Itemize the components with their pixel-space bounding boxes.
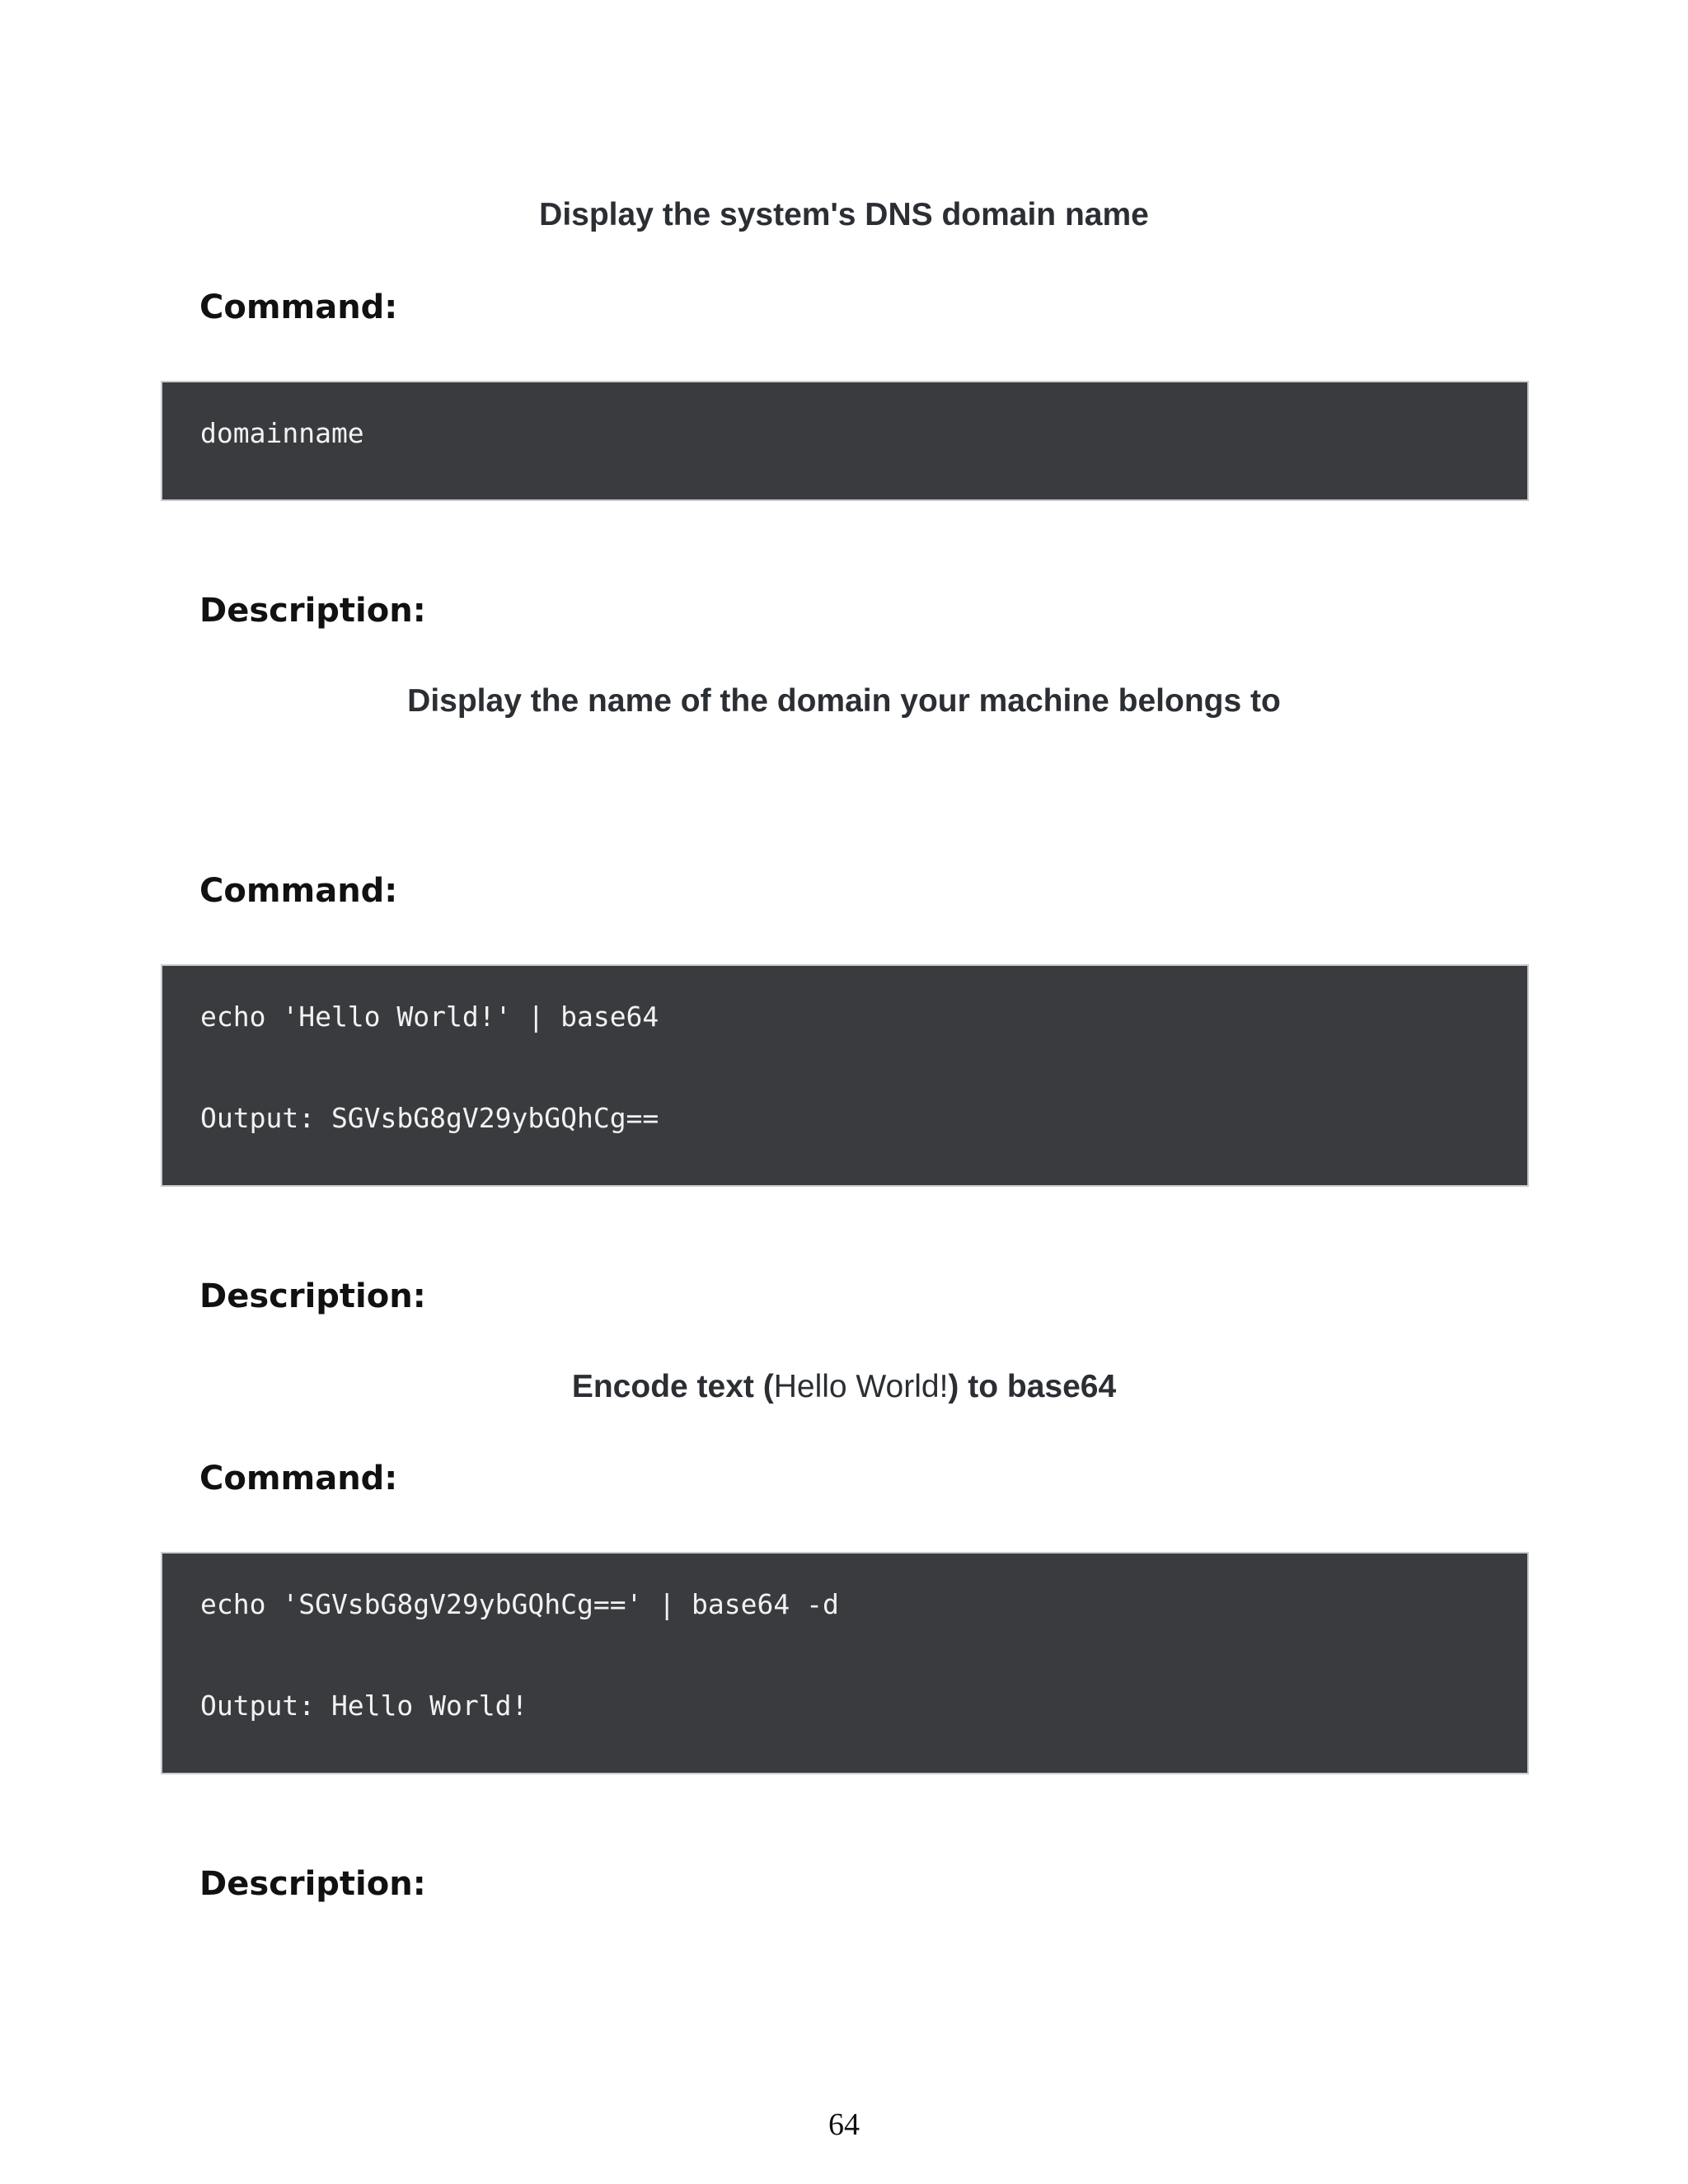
description-prefix: Encode text (	[571, 1369, 774, 1404]
description-text: Display the name of the domain your machine belongs to	[407, 683, 1281, 719]
command-label: Command:	[199, 872, 398, 910]
command-label: Command:	[199, 1460, 398, 1497]
page-number: 64	[828, 2107, 860, 2142]
description-label: Description:	[199, 1277, 426, 1315]
code-output-line: Output: SGVsbG8gV29ybGQhCg==	[200, 1102, 659, 1134]
description-text	[0, 1368, 1688, 1407]
code-line: echo 'Hello World!' | base64	[200, 1001, 659, 1033]
code-block-domainname	[161, 381, 1529, 501]
code-line: domainname	[200, 417, 364, 449]
description-suffix: ) to base64	[948, 1369, 1117, 1404]
command-label: Command:	[199, 288, 398, 326]
description-label: Description:	[199, 592, 426, 630]
section-heading: Display the system's DNS domain name	[539, 197, 1149, 232]
description-label: Description:	[199, 1865, 426, 1903]
code-block-base64-decode	[161, 1552, 1529, 1774]
code-output-line: Output: Hello World!	[200, 1690, 528, 1722]
code-line: echo 'SGVsbG8gV29ybGQhCg==' | base64 -d	[200, 1588, 839, 1620]
description-highlight: Hello World!	[773, 1369, 949, 1404]
code-block-base64-encode	[161, 964, 1529, 1187]
